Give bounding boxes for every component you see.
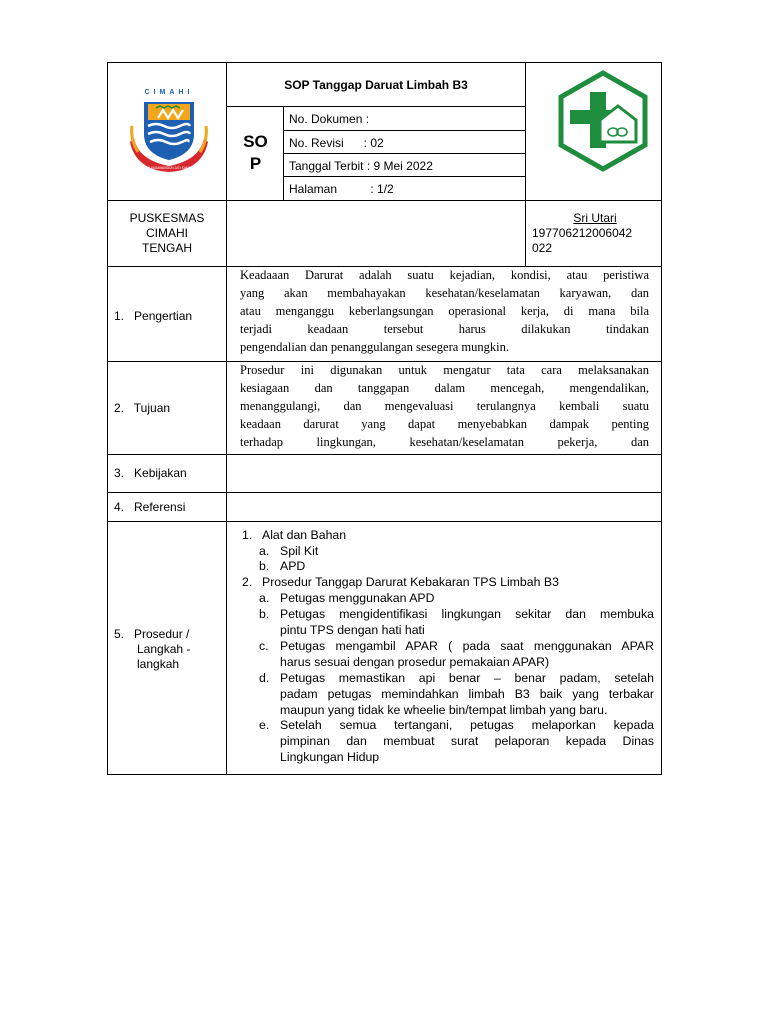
tanggal-terbit: Tanggal Terbit : 9 Mei 2022 — [289, 159, 433, 173]
list-text-line: Petugas mengambil APAR ( pada saat menggunakan APAR — [280, 639, 654, 653]
sop-label-line1: SO — [243, 132, 268, 151]
section-label-line: langkah — [137, 657, 180, 671]
document-title: SOP Tanggap Daruat Limbah B3 — [284, 78, 468, 92]
paragraph-line: kesiagaan dan tanggapan dalam mencegah, mengendalikan, — [240, 381, 649, 395]
paragraph-line: pengendalian dan penanggulangan sesegera mungkin. — [240, 340, 510, 354]
signer-nip-line: 197706212006042 — [532, 226, 633, 240]
list-text: Alat dan Bahan — [262, 528, 347, 542]
list-text: APD — [280, 559, 306, 573]
prosedur-steps — [226, 521, 662, 775]
org-name-line: PUSKESMAS — [129, 211, 205, 225]
tujuan-text — [240, 361, 649, 451]
paragraph-line: Keadaaan Darurat adalah suatu kejadian, kondisi, atau peristiwa — [240, 268, 649, 282]
list-marker: b. — [259, 607, 270, 621]
pengertian-text — [240, 266, 649, 356]
signer — [532, 211, 658, 256]
list-text-line: Petugas mengidentifikasi lingkungan sekitar dan membuka — [280, 607, 654, 621]
list-item — [259, 544, 319, 560]
cimahi-logo-text: CIMAHI — [144, 89, 194, 96]
grid-line — [107, 492, 662, 493]
list-marker: a. — [259, 591, 270, 605]
list-text-line: Lingkungan Hidup — [280, 749, 380, 764]
tujuan-clip — [240, 361, 649, 453]
puskesmas-logo — [552, 70, 654, 172]
list-text-line: harus sesuai dengan prosedur pemakaian APAR) — [280, 654, 550, 669]
list-item — [259, 559, 306, 575]
org-name — [108, 211, 226, 256]
paragraph-line: menanggulangi, dan mengevaluasi terulangnya kembali suatu — [240, 399, 649, 413]
section-label-referensi: 4. Referensi — [114, 500, 186, 514]
section-label-line: Langkah - — [137, 642, 191, 656]
section-label-kebijakan: 3. Kebijakan — [114, 466, 187, 480]
list-item — [259, 671, 654, 717]
paragraph-line: yang akan membahayakan kesehatan/keselamatan karyawan, dan — [240, 286, 649, 300]
sop-label-line2: P — [249, 154, 262, 173]
list-text-line: pintu TPS dengan hati hati — [280, 622, 425, 637]
grid-line — [525, 62, 526, 266]
list-marker: c. — [259, 639, 269, 653]
cimahi-logo — [128, 82, 210, 174]
list-item — [259, 607, 654, 637]
list-marker: e. — [259, 718, 270, 732]
org-name-line: CIMAHI — [146, 226, 188, 240]
section-label-prosedur — [114, 627, 190, 672]
list-marker: b. — [259, 559, 270, 573]
paragraph-line: Prosedur ini digunakan untuk mengatur tata cara melaksanakan — [240, 363, 649, 377]
list-item — [242, 528, 347, 544]
sop-label — [227, 106, 284, 200]
list-marker: 2. — [242, 575, 253, 589]
no-revisi: No. Revisi : 02 — [289, 136, 384, 150]
org-name-line: TENGAH — [141, 241, 192, 255]
list-text: Spil Kit — [280, 544, 319, 558]
signer-name: Sri Utari — [573, 211, 617, 225]
halaman: Halaman : 1/2 — [289, 182, 394, 196]
signer-nip-line: 022 — [532, 241, 553, 255]
list-marker: a. — [259, 544, 270, 558]
list-text-line: Petugas memastikan api benar – benar padam, setelah — [280, 671, 654, 685]
list-text-line: maupun yang tidak ke wheelie bin/tempat limbah yang baru. — [280, 702, 608, 717]
no-dokumen: No. Dokumen : — [289, 112, 370, 126]
list-text-line: pimpinan dan membuat surat pelaporan kepada Dinas — [280, 733, 654, 748]
list-item — [259, 718, 654, 764]
list-text: Prosedur Tanggap Darurat Kebakaran TPS Limbah B3 — [262, 575, 559, 589]
list-text-line: Setelah semua tertangani, petugas melaporkan kepada — [280, 718, 654, 732]
list-text-line: padam petugas memindahkan limbah B3 baik yang terbakar — [280, 686, 654, 701]
section-label-tujuan: 2. Tujuan — [114, 401, 171, 415]
cimahi-logo-motto: SALUYU NGAWANGUN JATI KAMAJUAN — [138, 166, 200, 170]
paragraph-line: keadaan darurat yang dapat menyebabkan dampak penting — [240, 417, 649, 431]
paragraph-line: terhadap lingkungan, kesehatan/keselamatan pekerja, dan — [240, 435, 649, 449]
section-label-pengertian: 1. Pengertian — [114, 309, 193, 323]
list-marker: d. — [259, 671, 270, 685]
section-label-line: 5. Prosedur / — [114, 627, 190, 641]
list-text: Petugas menggunakan APD — [280, 591, 435, 605]
list-marker: 1. — [242, 528, 253, 542]
list-item — [259, 591, 435, 607]
list-item — [259, 639, 654, 669]
paragraph-line: atau menganggu keberlangsungan operasional kerja, di mana bila — [240, 304, 649, 318]
list-item — [242, 575, 559, 591]
grid-line — [107, 454, 662, 455]
paragraph-line: terjadi keadaan tersebut harus dilakukan tindakan — [240, 322, 649, 336]
